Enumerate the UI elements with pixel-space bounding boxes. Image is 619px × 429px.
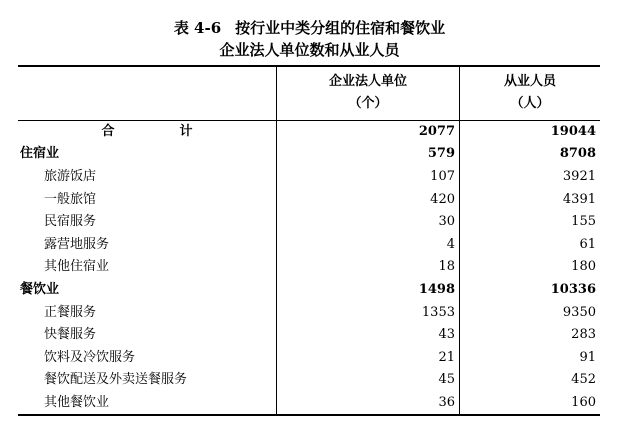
header-employees xyxy=(460,66,601,120)
table-body xyxy=(18,120,600,415)
table-row xyxy=(18,233,600,256)
row-label: 饮料及冷饮服务 xyxy=(18,346,277,369)
employees-cell: 452 xyxy=(571,372,596,388)
table-row xyxy=(18,324,600,347)
table-row xyxy=(18,279,600,302)
table-row xyxy=(18,369,600,392)
header-units-label: 企业法人单位 xyxy=(328,74,407,90)
units-cell: 107 xyxy=(277,166,460,189)
employees-cell: 180 xyxy=(571,259,596,275)
units-cell: 4 xyxy=(277,233,460,256)
header-units xyxy=(277,66,460,120)
employees-cell: 160 xyxy=(460,392,601,416)
units-cell: 21 xyxy=(277,346,460,369)
row-label: 其他住宿业 xyxy=(18,256,277,279)
table-row xyxy=(18,211,600,234)
table-number: 表 4-6 xyxy=(173,19,222,37)
row-label: 餐饮配送及外卖送餐服务 xyxy=(18,369,277,392)
units-cell: 1353 xyxy=(277,301,460,324)
units-cell: 36 xyxy=(277,392,460,416)
employees-cell: 3921 xyxy=(562,168,596,184)
header-employees-unit: （人） xyxy=(510,96,550,112)
units-cell: 30 xyxy=(277,211,460,234)
row-label: 合 计 xyxy=(18,120,277,143)
row-label: 旅游饭店 xyxy=(18,166,277,189)
employees-cell: 283 xyxy=(571,327,596,343)
row-label: 快餐服务 xyxy=(18,324,277,347)
employees-cell: 10336 xyxy=(550,281,596,297)
row-label: 正餐服务 xyxy=(18,301,277,324)
table-subtitle: 企业法人单位数和从业人员 xyxy=(219,41,400,59)
employees-cell: 91 xyxy=(579,349,596,365)
row-label: 其他餐饮业 xyxy=(18,392,277,416)
table-row xyxy=(18,188,600,211)
table-title-line1: 按行业中类分组的住宿和餐饮业 xyxy=(235,19,446,37)
data-table xyxy=(18,65,600,416)
employees-cell: 8708 xyxy=(559,146,596,162)
table-header-row xyxy=(18,66,600,120)
header-units-unit: （个） xyxy=(348,96,388,112)
employees-cell: 61 xyxy=(579,236,596,252)
header-blank xyxy=(18,66,277,120)
units-cell: 2077 xyxy=(277,120,460,143)
units-cell: 43 xyxy=(277,324,460,347)
units-cell: 1498 xyxy=(277,279,460,302)
table-row xyxy=(18,120,600,143)
table-row xyxy=(18,346,600,369)
employees-cell: 19044 xyxy=(550,123,596,139)
units-cell: 579 xyxy=(277,143,460,166)
units-cell: 18 xyxy=(277,256,460,279)
header-employees-label: 从业人员 xyxy=(503,74,556,90)
table-row xyxy=(18,256,600,279)
table-row xyxy=(18,166,600,189)
table-row xyxy=(18,301,600,324)
employees-cell: 9350 xyxy=(562,304,596,320)
table-row xyxy=(18,143,600,166)
units-cell: 45 xyxy=(277,369,460,392)
row-label: 一般旅馆 xyxy=(18,188,277,211)
table-title xyxy=(0,18,619,38)
row-label: 露营地服务 xyxy=(18,233,277,256)
units-cell: 420 xyxy=(277,188,460,211)
table-row xyxy=(18,392,600,416)
row-label: 民宿服务 xyxy=(18,211,277,234)
employees-cell: 4391 xyxy=(562,191,596,207)
row-label: 餐饮业 xyxy=(18,279,277,302)
employees-cell: 155 xyxy=(571,214,596,230)
row-label: 住宿业 xyxy=(18,143,277,166)
